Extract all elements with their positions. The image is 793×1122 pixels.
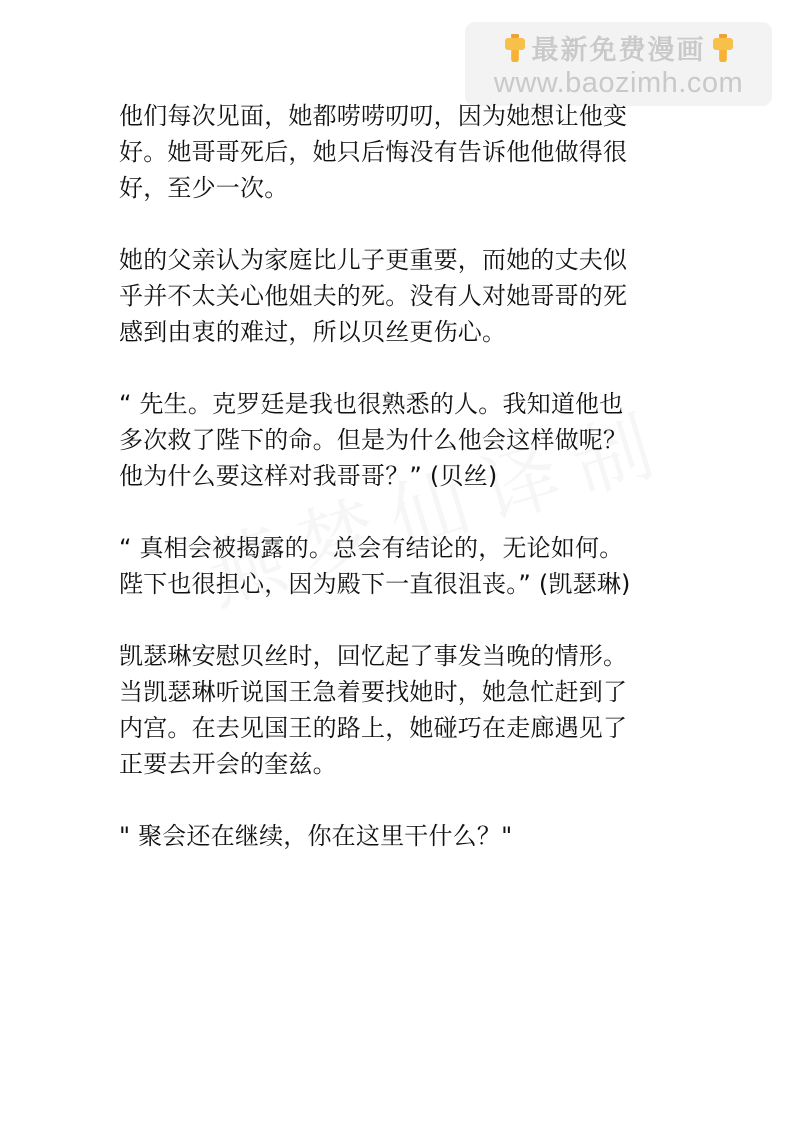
banner-title: 最新免费漫画: [531, 34, 706, 66]
text-line: “ 真相会被揭露的。总会有结论的，无论如何。: [119, 534, 624, 562]
text-content: [119, 98, 679, 890]
paragraph: [119, 242, 679, 350]
banner-title-row: [465, 28, 772, 66]
pointing-down-hand-icon: [710, 32, 736, 62]
text-line: 凯瑟琳安慰贝丝时，回忆起了事发当晚的情形。: [119, 642, 628, 670]
text-line: 她的父亲认为家庭比儿子更重要，而她的丈夫似: [119, 246, 628, 274]
paragraph: [119, 98, 679, 206]
site-banner[interactable]: [465, 22, 772, 106]
text-line: “ 先生。克罗廷是我也很熟悉的人。我知道他也: [119, 390, 624, 418]
text-line: 好，至少一次。: [119, 174, 289, 202]
text-line: 乎并不太关心他姐夫的死。没有人对她哥哥的死: [119, 282, 628, 310]
text-line: 内宫。在去见国王的路上，她碰巧在走廊遇见了: [119, 714, 628, 742]
banner-url-link[interactable]: www.baozimh.com: [493, 67, 744, 99]
paragraph: [119, 386, 679, 494]
paragraph: [119, 530, 679, 602]
text-line: 陛下也很担心，因为殿下一直很沮丧。” (凯瑟琳): [119, 570, 631, 598]
text-line: 他为什么要这样对我哥哥？” (贝丝): [119, 462, 498, 490]
text-line: 多次救了陛下的命。但是为什么他会这样做呢？: [119, 426, 628, 454]
text-line: 感到由衷的难过，所以贝丝更伤心。: [119, 318, 507, 346]
text-line: 正要去开会的奎兹。: [119, 750, 337, 778]
text-line: " 聚会还在继续，你在这里干什么？": [119, 822, 513, 850]
text-line: 当凯瑟琳听说国王急着要找她时，她急忙赶到了: [119, 678, 628, 706]
text-line: 他们每次见面，她都唠唠叨叨，因为她想让他变: [119, 102, 628, 130]
pointing-down-hand-icon: [502, 32, 528, 62]
paragraph: [119, 818, 679, 854]
text-line: 好。她哥哥死后，她只后悔没有告诉他他做得很: [119, 138, 628, 166]
paragraph: [119, 638, 679, 782]
